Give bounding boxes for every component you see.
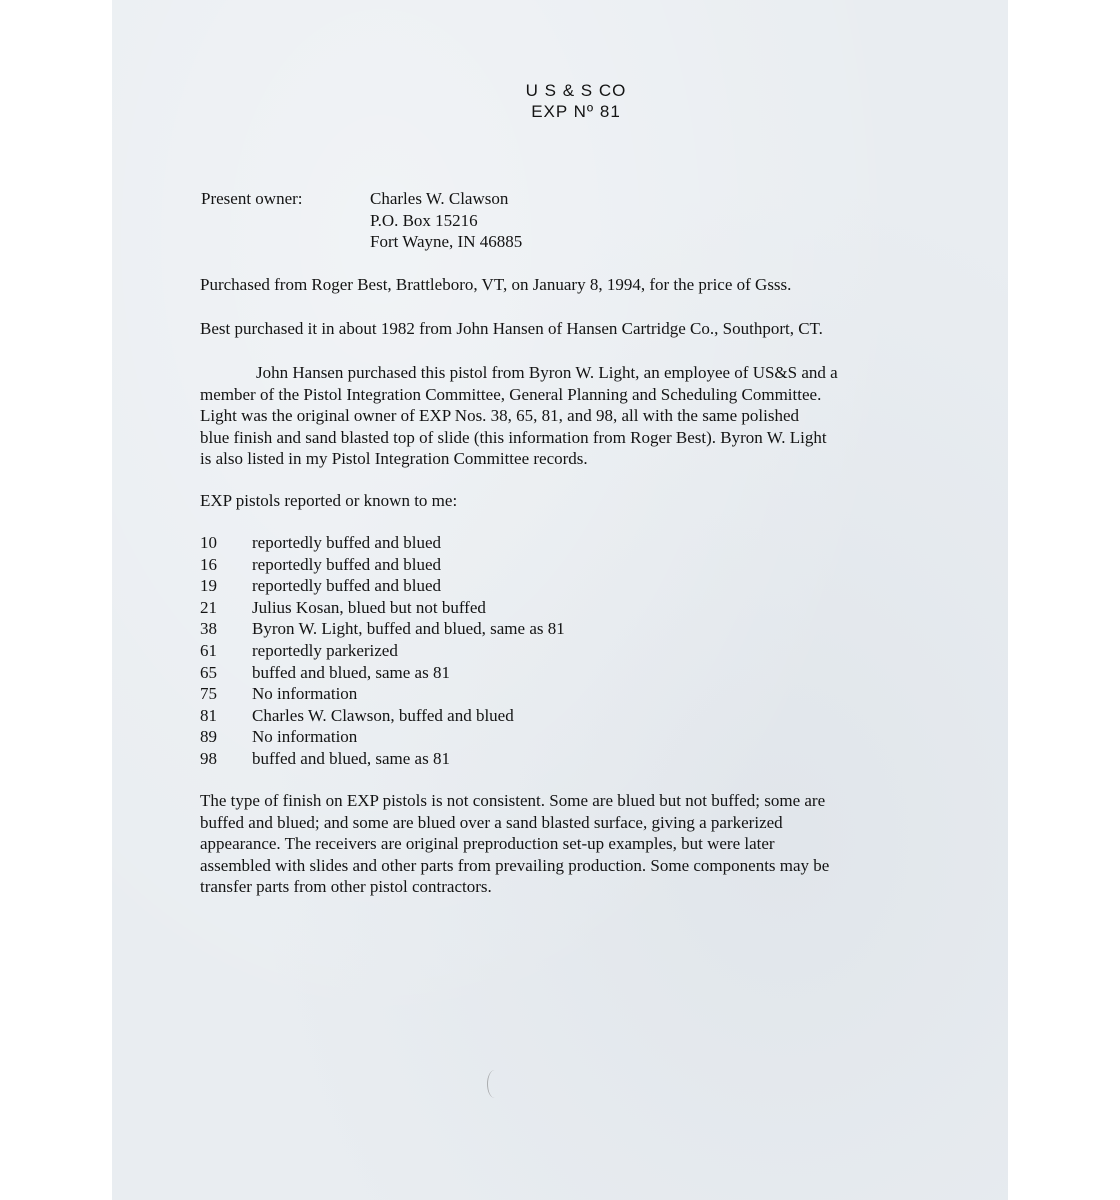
heading-company: U S & S CO: [525, 81, 627, 100]
finish-line: The type of finish on EXP pistols is not consistent. Some are blued but not buffed; some are: [200, 791, 826, 810]
document-heading: [456, 80, 696, 122]
pistol-number: 89: [200, 727, 217, 747]
hansen-line: member of the Pistol Integration Committee, General Planning and Scheduling Committee.: [200, 384, 822, 404]
list-item: [200, 726, 800, 748]
pistol-number: 81: [200, 705, 217, 725]
pistol-number: 65: [200, 662, 217, 682]
pistol-number: 21: [200, 597, 217, 617]
pistol-description: reportedly buffed and blued: [252, 576, 441, 596]
pistol-description: reportedly buffed and blued: [252, 533, 441, 552]
finish-paragraph: [200, 790, 940, 898]
list-item: [200, 532, 800, 554]
list-item: [200, 618, 800, 640]
pistol-number: 19: [200, 576, 217, 596]
hansen-paragraph: [200, 362, 940, 470]
pistol-number: 16: [200, 554, 217, 574]
owner-label: Present owner:: [201, 189, 303, 208]
pistol-description: reportedly buffed and blued: [252, 554, 441, 574]
list-item: [200, 705, 800, 727]
purchase-paragraph: Purchased from Roger Best, Brattleboro, VT, on January 8, 1994, for the price of Gsss.: [200, 275, 792, 294]
hansen-line: blue finish and sand blasted top of slide (this information from Roger Best). Byron W. Light: [200, 427, 827, 447]
pistol-description: reportedly parkerized: [252, 640, 398, 660]
finish-line: buffed and blued; and some are blued over a sand blasted surface, giving a parkerized: [200, 812, 783, 832]
owner-address-block: [370, 188, 522, 253]
pistol-description: Charles W. Clawson, buffed and blued: [252, 705, 514, 725]
hansen-line: John Hansen purchased this pistol from Byron W. Light, an employee of US&S and a: [256, 363, 838, 382]
list-item: [200, 640, 800, 662]
pistol-description: No information: [252, 727, 358, 747]
finish-line: assembled with slides and other parts from prevailing production. Some components may be: [200, 855, 830, 875]
finish-line: appearance. The receivers are original preproduction set-up examples, but were later: [200, 834, 775, 853]
pistol-description: buffed and blued, same as 81: [252, 748, 450, 768]
list-item: [200, 554, 800, 576]
hansen-line: is also listed in my Pistol Integration Committee records.: [200, 449, 588, 468]
owner-address-line-1: P.O. Box 15216: [370, 210, 478, 230]
owner-name: Charles W. Clawson: [370, 189, 509, 208]
finish-line: transfer parts from other pistol contractors.: [200, 877, 492, 896]
pistol-description: Byron W. Light, buffed and blued, same as 81: [252, 619, 565, 639]
list-item: [200, 597, 800, 619]
pistol-list: [200, 532, 800, 770]
pistol-number: 38: [200, 619, 217, 639]
pencil-mark: [487, 1070, 502, 1098]
pistol-number: 61: [200, 640, 217, 660]
pistol-number: 98: [200, 748, 217, 768]
hansen-line: Light was the original owner of EXP Nos. 38, 65, 81, and 98, all with the same polished: [200, 406, 800, 425]
heading-exp-number: EXP Nº 81: [531, 102, 621, 121]
list-intro: EXP pistols reported or known to me:: [200, 491, 458, 510]
list-item: [200, 748, 800, 770]
owner-address-line-2: Fort Wayne, IN 46885: [370, 232, 523, 251]
list-item: [200, 683, 800, 705]
pistol-description: No information: [252, 684, 358, 704]
list-item: [200, 662, 800, 684]
pistol-description: Julius Kosan, blued but not buffed: [252, 597, 486, 617]
pistol-number: 10: [200, 533, 217, 552]
pistol-description: buffed and blued, same as 81: [252, 662, 450, 682]
pistol-number: 75: [200, 684, 217, 704]
list-item: [200, 575, 800, 597]
provenance-paragraph: Best purchased it in about 1982 from John Hansen of Hansen Cartridge Co., Southport, CT.: [200, 319, 823, 338]
